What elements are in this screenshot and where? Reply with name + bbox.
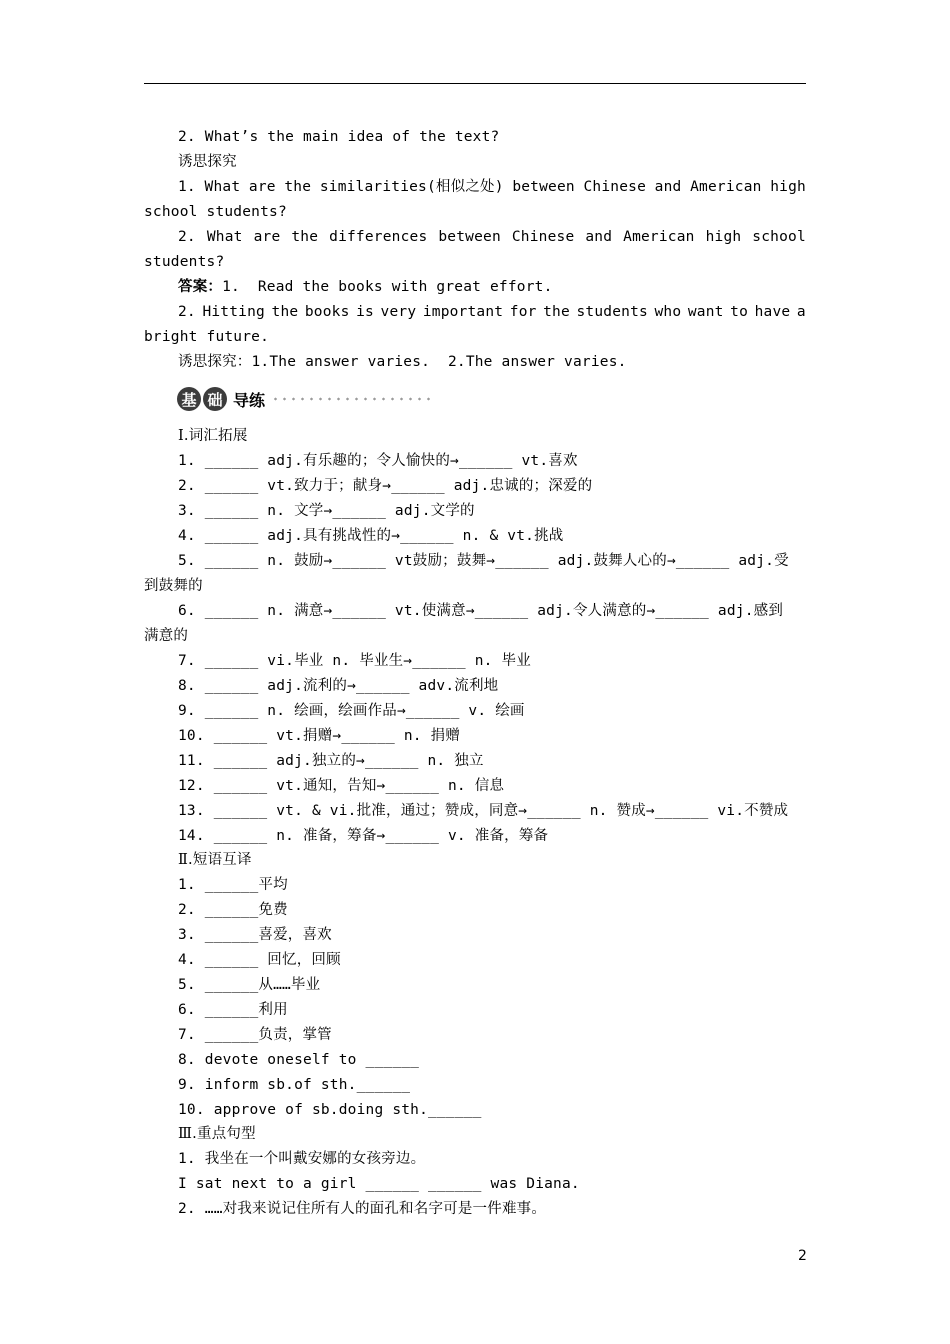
answer-line-2: 2. Hitting the books is very important for the students who want to have a — [178, 304, 806, 320]
question-main-idea: 2. What’s the main idea of the text? — [178, 129, 500, 145]
sentence-item: 1. 我坐在一个叫戴安娜的女孩旁边。 — [178, 1151, 426, 1167]
vocab-item: 11. ______ adj.独立的→______ n. 独立 — [178, 753, 484, 769]
sentence-item: I sat next to a girl ______ ______ was Diana. — [178, 1176, 580, 1192]
vocab-item-cont: 满意的 — [144, 628, 189, 644]
phrase-item: 1. ______平均 — [178, 877, 288, 893]
section-title-text: 导练 — [233, 390, 266, 410]
question-differences-cont: students? — [144, 254, 225, 270]
answer-label: 答案： — [178, 278, 223, 295]
phrase-item: 8. devote oneself to ______ — [178, 1052, 420, 1068]
vocab-item: 8. ______ adj.流利的→______ adv.流利地 — [178, 678, 499, 694]
vocab-item: 5. ______ n. 鼓励→______ vt鼓励；鼓舞→______ adj.鼓舞人心的→______ adj.受 — [178, 553, 789, 569]
answer-line-2-cont: bright future. — [144, 329, 270, 345]
vocab-item: 7. ______ vi.毕业 n. 毕业生→______ n. 毕业 — [178, 653, 531, 669]
sentence-item: 2. ……对我来说记住所有人的面孔和名字可是一件难事。 — [178, 1201, 547, 1217]
vocab-item: 3. ______ n. 文学→______ adj.文学的 — [178, 503, 475, 519]
phrase-item: 3. ______喜爱，喜欢 — [178, 927, 332, 943]
heading-youshi: 诱思探究 — [178, 154, 237, 170]
question-similarities: 1. What are the similarities(相似之处) between Chinese and American high — [178, 179, 806, 195]
header-rule — [144, 83, 806, 84]
vocab-item: 4. ______ adj.具有挑战性的→______ n. & vt.挑战 — [178, 528, 564, 544]
vocab-item-cont: 到鼓舞的 — [144, 578, 203, 594]
vocab-heading: Ⅰ.词汇拓展 — [178, 428, 248, 444]
answer-line-1: 答案：1. Read the books with great effort. — [178, 278, 553, 295]
question-differences: 2. What are the differences between Chinese and American high school — [178, 229, 806, 245]
phrase-item: 4. ______ 回忆，回顾 — [178, 952, 341, 968]
phrase-item: 2. ______免费 — [178, 902, 288, 918]
question-similarities-cont: school students? — [144, 204, 287, 220]
phrase-item: 6. ______利用 — [178, 1002, 288, 1018]
vocab-item: 2. ______ vt.致力于；献身→______ adj.忠诚的；深爱的 — [178, 478, 593, 494]
vocab-item: 9. ______ n. 绘画，绘画作品→______ v. 绘画 — [178, 703, 525, 719]
section-badge-1: 基 — [177, 387, 201, 411]
phrase-heading: Ⅱ.短语互译 — [178, 852, 252, 868]
page-number: 2 — [798, 1248, 807, 1264]
section-title — [177, 386, 433, 412]
vocab-item: 10. ______ vt.捐赠→______ n. 捐赠 — [178, 728, 461, 744]
vocab-item: 1. ______ adj.有乐趣的；令人愉快的→______ vt.喜欢 — [178, 453, 578, 469]
section-badge-2: 础 — [203, 387, 227, 411]
vocab-item: 12. ______ vt.通知，告知→______ n. 信息 — [178, 778, 505, 794]
phrase-item: 5. ______从……毕业 — [178, 977, 321, 993]
phrase-item: 9. inform sb.of sth.______ — [178, 1077, 411, 1093]
phrase-item: 7. ______负责，掌管 — [178, 1027, 332, 1043]
vocab-item: 14. ______ n. 准备，筹备→______ v. 准备，筹备 — [178, 828, 549, 844]
phrase-item: 10. approve of sb.doing sth.______ — [178, 1102, 482, 1118]
vocab-item: 13. ______ vt. & vi.批准，通过；赞成，同意→______ n. 赞成→______ vi.不赞成 — [178, 803, 789, 819]
youshi-answer: 诱思探究：1.The answer varies. 2.The answer varies. — [178, 354, 627, 370]
vocab-item: 6. ______ n. 满意→______ vt.使满意→______ adj.令人满意的→______ adj.感到 — [178, 603, 784, 619]
sentence-heading: Ⅲ.重点句型 — [178, 1126, 256, 1142]
dotted-divider — [271, 395, 433, 403]
